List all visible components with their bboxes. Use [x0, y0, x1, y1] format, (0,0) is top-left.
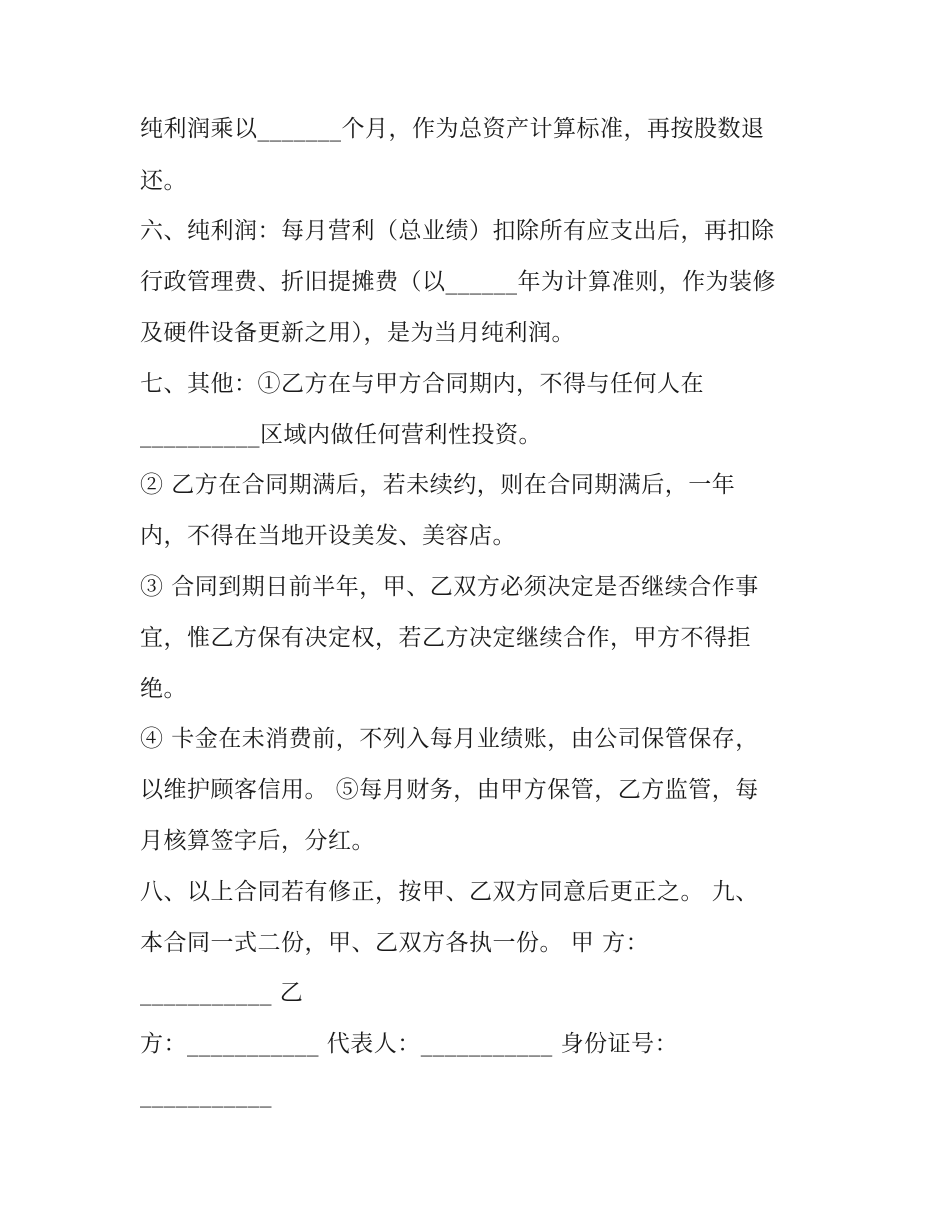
text-line-10: ③ 合同到期日前半年，甲、乙双方必须决定是否继续合作事	[140, 574, 759, 600]
text-line-12: 绝。	[140, 676, 187, 702]
text-line-4: 行政管理费、折旧提摊费（以______年为计算准则，作为装修	[140, 269, 776, 295]
text-line-18: ___________ 乙	[140, 980, 304, 1006]
text-line-3: 六、纯利润：每月营利（总业绩）扣除所有应支出后，再扣除	[140, 218, 775, 244]
text-line-19: 方：___________ 代表人：___________ 身份证号：	[140, 1031, 679, 1057]
text-line-5: 及硬件设备更新之用），是为当月纯利润。	[140, 320, 575, 346]
text-line-15: 月核算签字后，分红。	[140, 828, 375, 854]
text-line-9: 内，不得在当地开设美发、美容店。	[140, 523, 516, 549]
text-line-17: 本合同一式二份，甲、乙双方各执一份。 甲 方：	[140, 930, 650, 956]
text-line-13: ④ 卡金在未消费前，不列入每月业绩账，由公司保管保存，	[140, 726, 759, 752]
text-line-1: 纯利润乘以_______个月，作为总资产计算标准，再按股数退	[140, 116, 765, 142]
text-line-11: 宜，惟乙方保有决定权，若乙方决定继续合作，甲方不得拒	[140, 625, 751, 651]
text-line-2: 还。	[140, 168, 187, 194]
text-line-20: ___________	[140, 1082, 272, 1108]
text-line-7: __________区域内做任何营利性投资。	[140, 422, 542, 448]
text-line-16: 八、以上合同若有修正，按甲、乙双方同意后更正之。 九、	[140, 879, 759, 905]
text-line-6: 七、其他：①乙方在与甲方合同期内，不得与任何人在	[140, 371, 704, 397]
text-line-14: 以维护顾客信用。 ⑤每月财务，由甲方保管，乙方监管，每	[140, 777, 759, 803]
text-line-8: ② 乙方在合同期满后，若未续约，则在合同期满后，一年	[140, 472, 736, 498]
